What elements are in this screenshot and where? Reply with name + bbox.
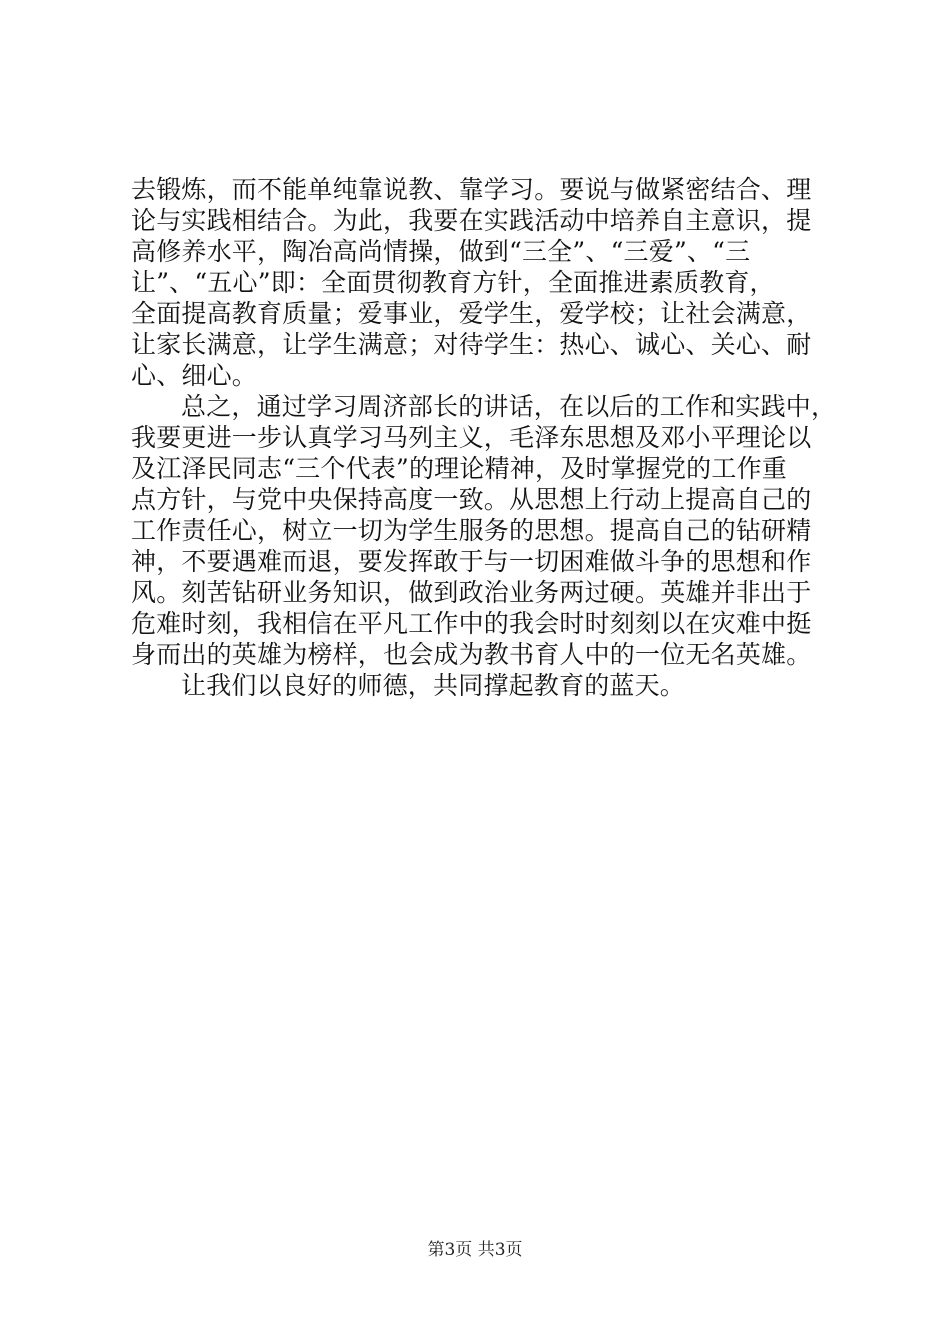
page-footer bbox=[0, 1239, 950, 1261]
text-line: 论与实践相结合。为此，我要在实践活动中培养自主意识，提 bbox=[131, 206, 812, 235]
paragraph-start-line: 让我们以良好的师德，共同撑起教育的蓝天。 bbox=[181, 671, 686, 700]
text-line: 工作责任心，树立一切为学生服务的思想。提高自己的钻研精 bbox=[131, 516, 812, 545]
text-line: 高修养水平，陶冶高尚情操，做到“三全”、“三爱”、“三 bbox=[131, 237, 751, 266]
text-line: 风。刻苦钻研业务知识，做到政治业务两过硬。英雄并非出于 bbox=[131, 578, 812, 607]
text-line: 让家长满意，让学生满意；对待学生：热心、诚心、关心、耐 bbox=[131, 330, 812, 359]
text-line: 及江泽民同志“三个代表”的理论精神，及时掌握党的工作重 bbox=[131, 454, 787, 483]
text-line: 心、细心。 bbox=[131, 361, 258, 390]
text-line: 去锻炼，而不能单纯靠说教、靠学习。要说与做紧密结合、理 bbox=[131, 175, 812, 204]
text-line: 点方针，与党中央保持高度一致。从思想上行动上提高自己的 bbox=[131, 485, 812, 514]
text-line: 全面提高教育质量；爱事业，爱学生，爱学校；让社会满意， bbox=[131, 299, 812, 328]
page-number: 第3页 共3页 bbox=[427, 1240, 523, 1260]
text-line: 危难时刻，我相信在平凡工作中的我会时时刻刻以在灾难中挺 bbox=[131, 609, 812, 638]
text-line: 身而出的英雄为榜样，也会成为教书育人中的一位无名英雄。 bbox=[131, 640, 812, 669]
text-line: 神，不要遇难而退，要发挥敢于与一切困难做斗争的思想和作 bbox=[131, 547, 812, 576]
body-text bbox=[131, 174, 837, 701]
text-line: 我要更进一步认真学习马列主义，毛泽东思想及邓小平理论以 bbox=[131, 423, 812, 452]
text-line: 让”、“五心”即：全面贯彻教育方针，全面推进素质教育， bbox=[131, 268, 775, 297]
paragraph-start-line: 总之，通过学习周济部长的讲话，在以后的工作和实践中， bbox=[181, 392, 837, 421]
